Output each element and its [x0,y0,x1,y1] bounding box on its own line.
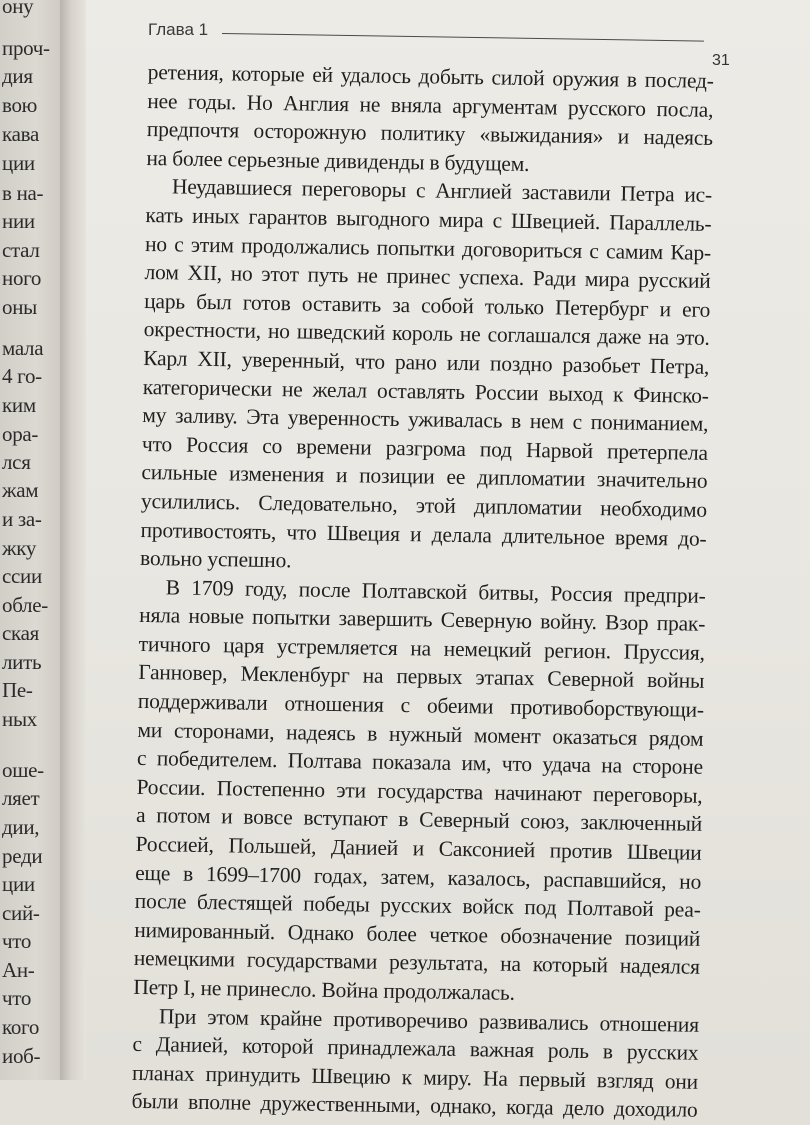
text-line: ми сторонами, надеясь в нужный момент оказаться рядом [137,717,704,751]
left-page-fragment: 4 го- [2,364,42,388]
text-line: няла новые попытки завершить Северную войну. Взор прак- [139,603,706,637]
page-number: 31 [712,52,730,69]
text-line: а потом и вовсе вступают в Северный союз, заключенный [135,803,703,837]
left-page-fragment: ции [2,872,35,896]
left-page-fragment: Пе- [2,678,33,702]
left-page [0,0,60,1080]
left-page-fragment: нии [2,209,35,233]
running-head: Глава 1 [148,20,209,39]
text-line: противостоять, что Швеция и делала длительное время до- [140,517,707,551]
left-page-fragment: иоб- [2,1044,41,1068]
text-line: России. Постепенно эти государства начинают переговоры, [136,774,703,808]
text-line: В 1709 году, после Полтавской битвы, Россия предпри- [165,575,706,608]
text-line: нее годы. Но Англия не вняла аргументам русского посла, [147,88,714,122]
text-line: Карл XII, уверенный, что рано или поздно разобьет Петра, [143,345,710,379]
text-line: кать иных гарантов выгодного мира с Швецией. Параллель- [145,202,712,236]
book-gutter [60,0,86,1080]
text-line: на более серьезные дивиденды в будущем. [146,145,530,176]
text-line: что Россия со времени разгрома под Нарвой претерпела [141,431,709,465]
text-line: с победителем. Полтава показала им, что удача на стороне [136,746,704,780]
text-line: Неудавшиеся переговоры с Англией заставили Петра ис- [171,174,713,208]
text-line: немецкими государствами результата, на который надеялся [133,946,700,980]
left-page-fragment: реди [2,844,43,868]
text-line: царь был готов оставить за собой только Петербург и его [143,288,711,322]
left-page-fragment: мала [2,336,44,360]
left-page-fragment: оше- [2,758,44,782]
left-page-fragment: и за- [2,507,42,531]
left-page-fragment: ская [2,621,39,645]
text-line: еще в 1699–1700 годах, затем, казалось, распавшийся, но [135,860,702,894]
body-text [131,58,714,1125]
text-line: При этом крайне противоречиво развивались отношения [158,1003,700,1037]
left-page-fragment: кого [2,1015,40,1039]
left-page-fragment: ссии [2,564,42,588]
left-page-fragment: лить [2,650,42,674]
text-line: но с этим продолжались попытки договориться с самим Кар- [144,231,712,265]
text-line: окрестности, но шведский король не соглашался даже на это. [143,317,710,351]
text-line: нимированный. Однако более четкое обозначение позиций [134,917,701,951]
left-page-fragment: ного [2,266,42,290]
text-line: усилились. Следовательно, этой дипломатии необходимо [140,488,708,522]
left-page-fragment: дия [2,64,33,88]
left-page-fragment: ким [2,393,36,417]
left-page-fragment: жку [2,536,37,560]
left-page-fragment: кава [2,122,39,146]
text-line: му заливу. Эта уверенность уживалась в нем с пониманием, [142,403,709,436]
text-line: сильные изменения и позиции ее дипломатии значительно [141,460,708,494]
left-page-fragment: что [2,929,32,953]
text-line: поддерживали отношения с обеими противоборствующи- [137,688,705,722]
left-page-fragment: жам [2,478,39,502]
left-page-fragment: стал [2,238,40,262]
left-page-fragment: ора- [2,422,39,446]
text-line: лом XII, но этот путь не принес успеха. Ради мира русский [144,260,711,294]
text-line: категорически не желал оставлять России выход к Финско- [142,374,709,408]
left-page-fragment: в на- [2,181,44,205]
left-page-fragment: ных [2,707,37,731]
text-line: ретения, которые ей удалось добыть силой оружия в послед- [147,59,714,93]
text-line: Россией, Польшей, Данией и Саксонией против Швеции [135,831,702,865]
text-line: были вполне дружественными, однако, когда дело доходило [131,1089,698,1123]
left-page-fragment: Ан- [2,958,35,982]
left-page-fragment: лся [2,450,31,474]
left-page-fragment: вою [2,93,38,117]
left-page-fragment: ону [2,0,34,18]
text-line: тичного царя устремляется на немецкий регион. Пруссия, [138,631,705,665]
text-line: Петр I, не принесло. Война продолжалась. [133,974,515,1005]
text-line: предпочтя осторожную политику «выжидания» и надеясь [146,117,714,151]
left-page-fragment: дии, [2,815,40,839]
left-page-fragment: сий- [2,901,40,925]
left-page-fragment: проч- [2,36,50,60]
left-page-fragment: ляет [2,786,40,810]
text-line: с Данией, которой принадлежала важная роль в русских [132,1032,699,1065]
left-page-fragment: обле- [2,593,48,617]
left-page-fragment: ции [2,151,35,175]
text-line: вольно успешно. [139,546,292,573]
left-page-fragment: что [2,986,32,1010]
text-line: планах принудить Швецию к миру. На первый взгляд они [131,1060,699,1094]
left-page-fragment: оны [2,295,37,319]
text-line: после блестящей победы русских войск под Полтавой реа- [134,889,701,923]
text-line: Ганновер, Мекленбург на первых этапах Северной войны [138,660,705,694]
